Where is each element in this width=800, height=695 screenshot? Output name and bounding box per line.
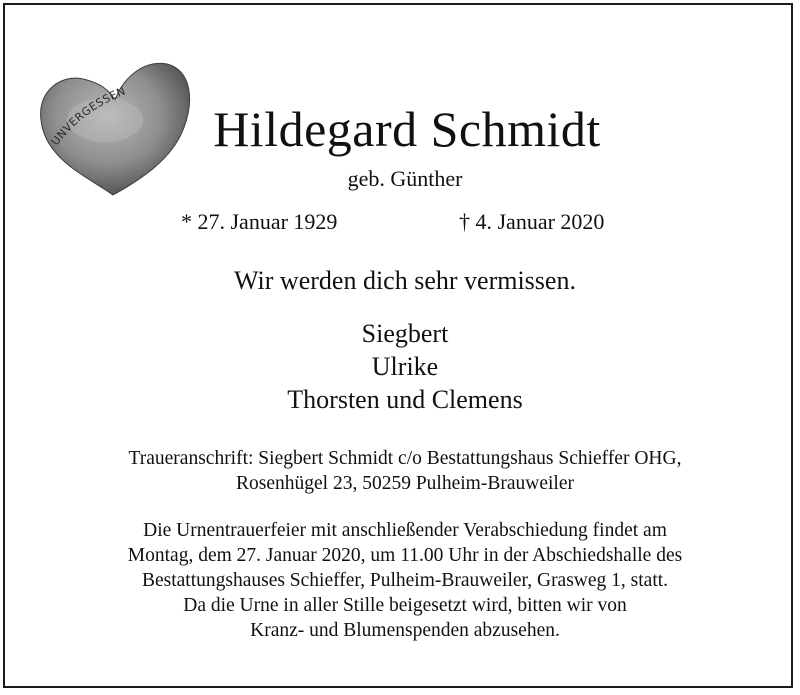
birth-date: * 27. Januar 1929 [181, 209, 338, 234]
death-date: † 4. Januar 2020 [459, 209, 605, 234]
mourner-name: Thorsten und Clemens [287, 385, 523, 414]
birth-name: geb. Günther [347, 166, 463, 191]
ceremony-notice [5, 518, 800, 643]
address-line: Rosenhügel 23, 50259 Pulheim-Brauweiler [236, 473, 574, 494]
ceremony-line: Die Urnentrauerfeier mit anschließender Verabschiedung findet am [143, 520, 667, 541]
heart-inscription: UNVERGESSEN [48, 84, 128, 148]
mourners-list [5, 317, 800, 416]
mourning-address [5, 446, 800, 496]
deceased-name: Hildegard Schmidt [213, 101, 601, 157]
ceremony-line: Da die Urne in aller Stille beigesetzt wird, bitten wir von [183, 595, 627, 616]
ceremony-line: Montag, dem 27. Januar 2020, um 11.00 Uhr in der Abschiedshalle des [127, 545, 683, 566]
ceremony-line: Kranz- und Blumenspenden abzusehen. [250, 620, 560, 641]
mourner-name: Ulrike [371, 352, 439, 381]
address-line: Traueranschrift: Siegbert Schmidt c/o Bestattungshaus Schieffer OHG, [128, 448, 682, 469]
mourner-name: Siegbert [361, 319, 449, 348]
ceremony-line: Bestattungshauses Schieffer, Pulheim-Brauweiler, Grasweg 1, statt. [141, 570, 669, 591]
obituary-frame [3, 3, 793, 688]
farewell-message: Wir werden dich sehr vermissen. [234, 266, 576, 295]
